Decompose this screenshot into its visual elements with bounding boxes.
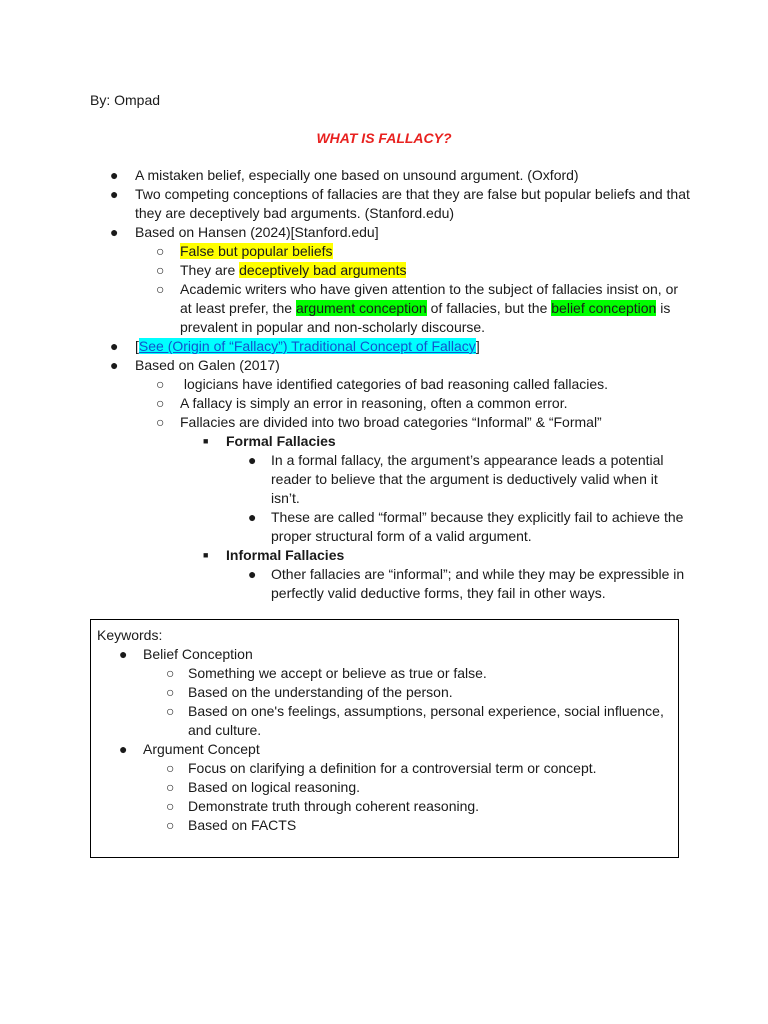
item-text: Demonstrate truth through coherent reasoning.	[188, 798, 480, 814]
bullet-hollow-icon: ○	[156, 262, 165, 278]
list-item	[90, 394, 690, 413]
item-text: Based on FACTS	[188, 817, 297, 833]
list-item	[90, 508, 690, 546]
highlighted-text: False but popular beliefs	[180, 243, 333, 259]
keywords-label: Keywords:	[97, 627, 163, 643]
list-item	[97, 759, 672, 778]
plain-text: is prevalent in popular and non-scholarly discourse.	[180, 300, 671, 335]
item-text: Two competing conceptions of fallacies are that they are false but popular beliefs and that they are deceptively bad arguments. (Stanford.edu)	[135, 186, 690, 221]
bullet-filled-icon: ●	[110, 224, 119, 240]
bullet-hollow-icon: ○	[166, 684, 175, 700]
item-text: Based on the understanding of the person.	[188, 684, 453, 700]
bullet-hollow-icon: ○	[166, 760, 175, 776]
item-text: Based on one's feelings, assumptions, personal experience, social influence, and culture.	[188, 703, 664, 738]
item-text	[135, 337, 690, 356]
list-item	[90, 223, 690, 242]
bullet-filled-icon: ●	[110, 167, 119, 183]
bullet-hollow-icon: ○	[166, 665, 175, 681]
plain-text: Academic writers who have given attention to the subject of fallacies insist on, or at least prefer, the	[180, 281, 679, 316]
list-item	[90, 166, 690, 185]
author-line: By: Ompad	[90, 92, 161, 108]
list-item	[90, 185, 690, 223]
item-text: Focus on clarifying a definition for a controversial term or concept.	[188, 760, 597, 776]
list-item	[90, 413, 690, 432]
list-item	[90, 280, 690, 337]
bullet-filled-icon: ●	[248, 452, 257, 468]
list-item	[97, 816, 672, 835]
highlighted-text: deceptively bad arguments	[239, 262, 407, 278]
bullet-hollow-icon: ○	[156, 395, 165, 411]
plain-text: They are	[180, 262, 240, 278]
bullet-filled-icon: ●	[248, 509, 257, 525]
bullet-hollow-icon: ○	[156, 281, 165, 297]
keywords-box	[90, 619, 679, 858]
informal-fallacies-heading: Informal Fallacies	[226, 547, 345, 563]
item-text: These are called “formal” because they explicitly fail to achieve the proper structural form of a valid argument.	[271, 509, 684, 544]
page-title: WHAT IS FALLACY?	[316, 130, 452, 146]
bullet-filled-icon: ●	[110, 186, 119, 202]
list-item	[90, 242, 690, 261]
bullet-filled-icon: ●	[110, 357, 119, 373]
bullet-filled-icon: ●	[110, 338, 119, 354]
highlighted-text: argument conception	[295, 300, 427, 316]
list-item	[97, 664, 672, 683]
origin-of-fallacy-link[interactable]: See (Origin of “Fallacy”) Traditional Concept of Fallacy	[138, 338, 476, 354]
item-text: logicians have identified categories of bad reasoning called fallacies.	[180, 376, 609, 392]
bullet-hollow-icon: ○	[156, 243, 165, 259]
item-text: Something we accept or believe as true or false.	[188, 665, 487, 681]
list-item	[90, 337, 690, 356]
list-item	[90, 451, 690, 508]
item-text: Fallacies are divided into two broad categories “Informal” & “Formal”	[180, 414, 602, 430]
bullet-hollow-icon: ○	[166, 779, 175, 795]
item-text: Based on Hansen (2024)[Stanford.edu]	[135, 224, 379, 240]
bracket-open: [	[135, 338, 139, 354]
bullet-filled-icon: ●	[119, 646, 128, 662]
list-item	[90, 432, 690, 451]
item-text	[180, 280, 690, 337]
item-text: Based on Galen (2017)	[135, 357, 280, 373]
keywords-content	[97, 626, 672, 835]
fallacy-outline	[90, 166, 690, 603]
item-text: Other fallacies are “informal”; and while they may be expressible in perfectly valid deductive forms, they fail in other ways.	[271, 566, 685, 601]
list-item	[97, 797, 672, 816]
item-text: Argument Concept	[143, 741, 260, 757]
item-text: In a formal fallacy, the argument’s appearance leads a potential reader to believe that the argument is deductively valid when it isn’t.	[271, 452, 664, 506]
item-text: A fallacy is simply an error in reasoning, often a common error.	[180, 395, 568, 411]
list-item	[90, 356, 690, 375]
plain-text: of fallacies, but the	[426, 300, 552, 316]
list-item	[97, 778, 672, 797]
item-text: A mistaken belief, especially one based on unsound argument. (Oxford)	[135, 167, 579, 183]
bullet-filled-icon: ●	[248, 566, 257, 582]
list-item	[90, 546, 690, 565]
bullet-square-icon: ■	[203, 436, 209, 446]
item-text: Belief Conception	[143, 646, 253, 662]
bracket-close: ]	[475, 338, 480, 354]
item-text	[180, 242, 690, 261]
list-item	[97, 645, 672, 664]
list-item	[90, 375, 690, 394]
bullet-hollow-icon: ○	[156, 376, 165, 392]
list-item	[97, 702, 672, 740]
bullet-filled-icon: ●	[119, 741, 128, 757]
formal-fallacies-heading: Formal Fallacies	[226, 433, 336, 449]
item-text: Based on logical reasoning.	[188, 779, 361, 795]
bullet-square-icon: ■	[203, 550, 209, 560]
bullet-hollow-icon: ○	[166, 703, 175, 719]
list-item	[97, 683, 672, 702]
item-text	[180, 261, 690, 280]
highlighted-text: belief conception	[551, 300, 657, 316]
list-item	[90, 565, 690, 603]
bullet-hollow-icon: ○	[166, 817, 175, 833]
list-item	[90, 261, 690, 280]
list-item	[97, 740, 672, 759]
bullet-hollow-icon: ○	[166, 798, 175, 814]
bullet-hollow-icon: ○	[156, 414, 165, 430]
